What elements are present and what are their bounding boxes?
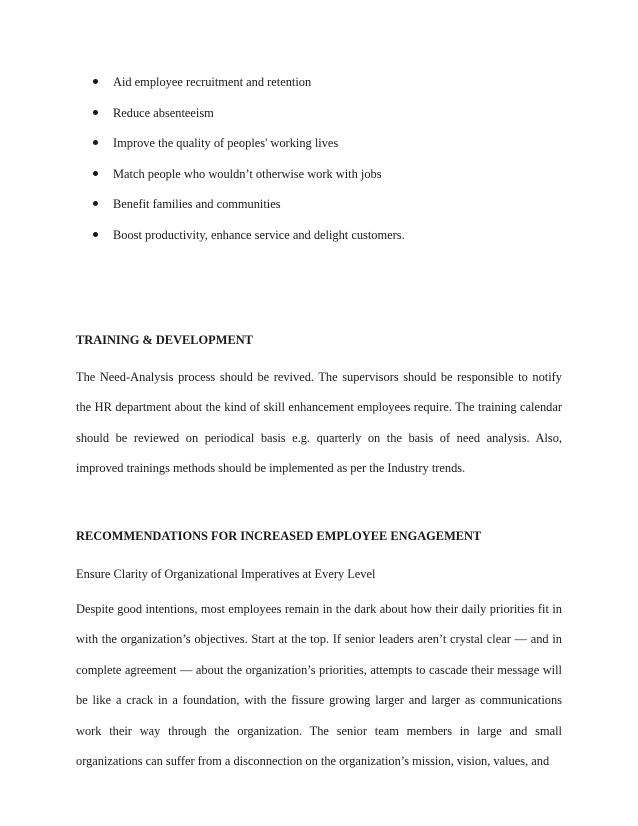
bullet-dot-icon: [93, 232, 98, 237]
bullet-dot-icon: [93, 140, 98, 145]
bullet-item: [93, 225, 405, 256]
recommendations-paragraph: Despite good intentions, most employees remain in the dark about how their daily priorities fit in with the organization’s objectives. Start at the top. If senior leaders aren’t crystal clear — and in complete agreement — about the organization’s priorities, attempts to cascade their message will be like a crack in a foundation, with the fissure growing larger and larger as communications work their way through the organization. The senior team members in large and small organizations can suffer from a disconnection on the organization’s mission, vision, values, and: [76, 602, 562, 769]
bullet-item: [93, 133, 405, 164]
bullet-dot-icon: [93, 79, 98, 84]
bullet-dot-icon: [93, 201, 98, 206]
bullet-item: [93, 103, 405, 134]
bullet-text: Boost productivity, enhance service and delight customers.: [113, 227, 405, 242]
bullet-item: [93, 194, 405, 225]
bullet-text: Aid employee recruitment and retention: [113, 75, 312, 89]
bullet-text: Improve the quality of peoples' working lives: [113, 136, 339, 151]
recommendations-heading: RECOMMENDATIONS FOR INCREASED EMPLOYEE ENGAGEMENT: [76, 529, 482, 543]
training-heading: TRAINING & DEVELOPMENT: [76, 333, 253, 347]
bullet-dot-icon: [93, 110, 98, 115]
bullet-text: Benefit families and communities: [113, 197, 281, 212]
recommendations-subheading: Ensure Clarity of Organizational Imperatives at Every Level: [76, 567, 376, 581]
bullet-item: [93, 164, 405, 195]
bullet-text: Reduce absenteeism: [113, 105, 214, 120]
training-paragraph: The Need-Analysis process should be revived. The supervisors should be responsible to notify the HR department about the kind of skill enhancement employees require. The training calendar should be reviewed on periodical basis e.g. quarterly on the basis of need analysis. Also, improved trainings methods should be implemented as per the Industry trends.: [76, 370, 562, 476]
bullet-item: [93, 72, 405, 103]
bullet-dot-icon: [93, 171, 98, 176]
bullet-text: Match people who wouldn’t otherwise work with jobs: [113, 166, 382, 181]
benefits-bullet-list: [93, 72, 405, 256]
